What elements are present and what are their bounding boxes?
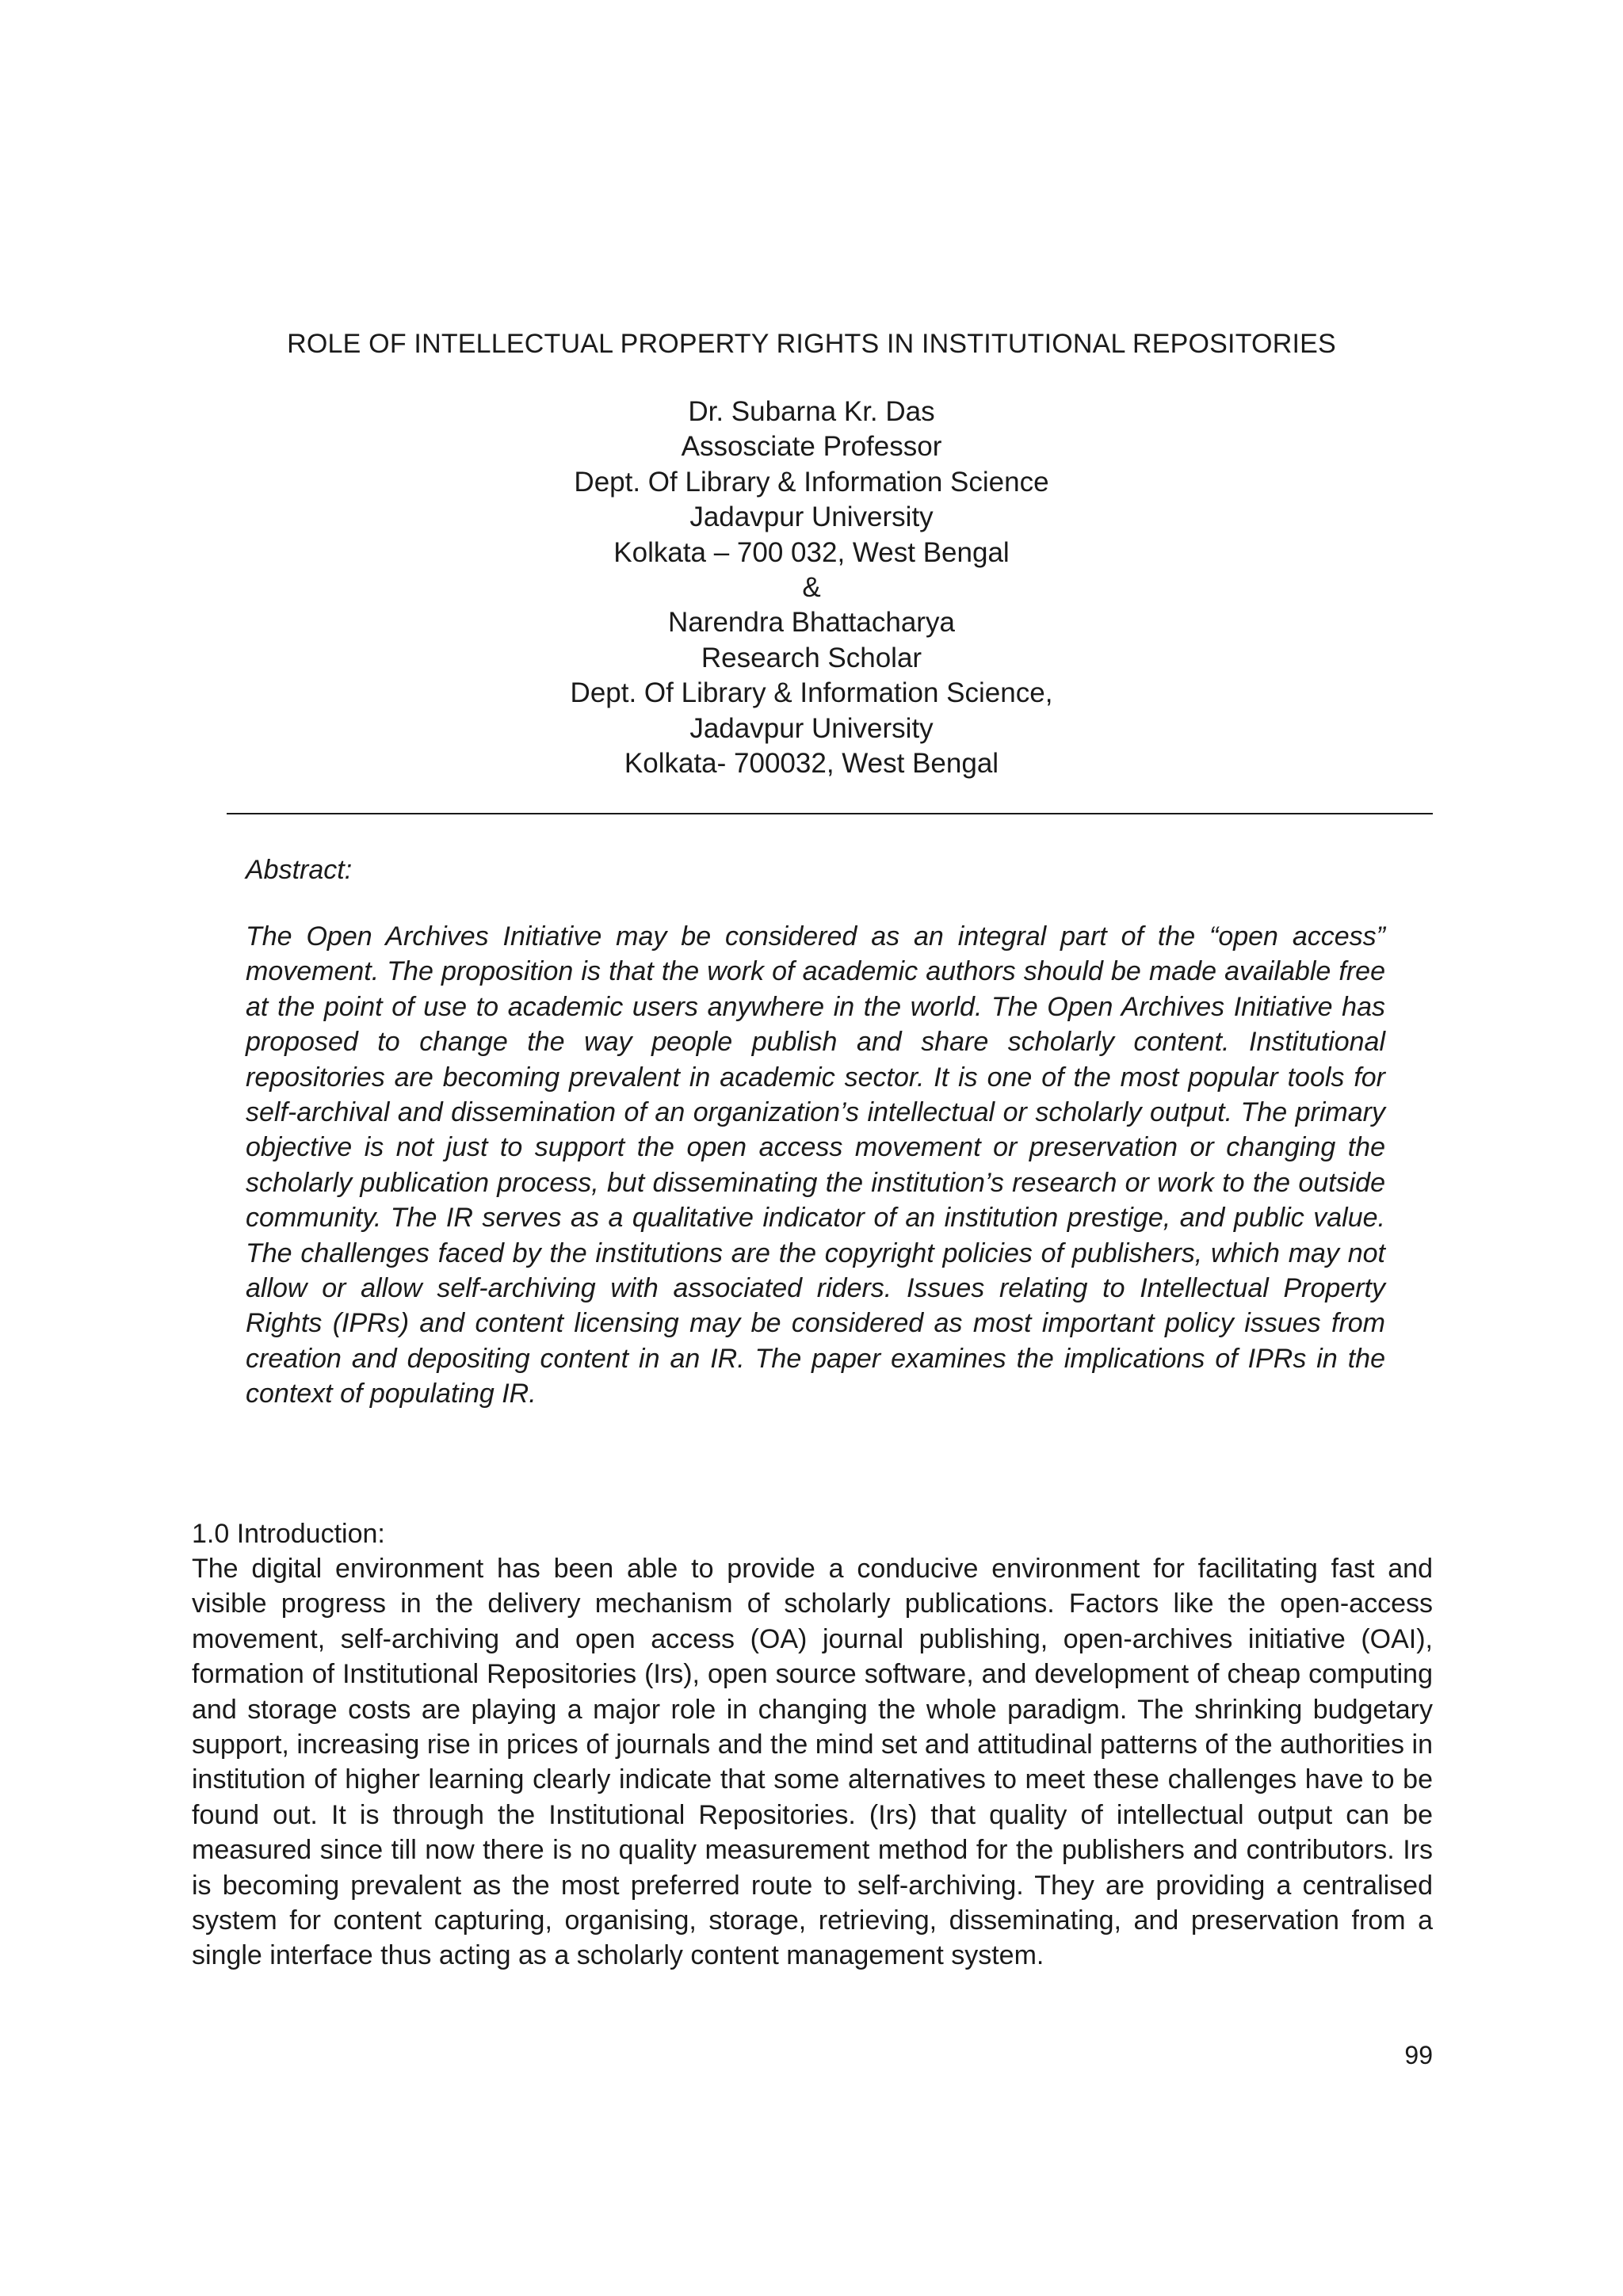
horizontal-divider bbox=[227, 813, 1433, 814]
author-block bbox=[190, 395, 1433, 781]
page-number: 99 bbox=[1404, 2041, 1433, 2069]
author-separator: & bbox=[802, 572, 821, 604]
introduction-text: The digital environment has been able to provide a conducive environment for facilitating fast and visible progress in the delivery mechanism of scholarly publications. Factors like the open-access movement, self-archiving and open access (OA) journal publishing, open-archives initiative (OAI), formation of Institutional Repositories (Irs), open source software, and development of cheap computing and storage costs are playing a major role in changing the whole paradigm. The shrinking budgetary support, increasing rise in prices of journals and the mind set and attitudinal patterns of the authorities in institution of higher learning clearly indicate that some alternatives to meet these challenges have to be found out. It is through the Institutional Repositories. (Irs) that quality of intellectual output can be measured since till now there is no quality measurement method for the publishers and contributors. Irs is becoming prevalent as the most preferred route to self-archiving. They are providing a centralised system for content capturing, organising, storage, retrieving, disseminating, and preservation from a single interface thus acting as a scholarly content management system. bbox=[192, 1554, 1433, 1971]
author2-position: Research Scholar bbox=[701, 642, 922, 673]
introduction-heading: 1.0 Introduction: bbox=[192, 1519, 385, 1549]
author2-name: Narendra Bhattacharya bbox=[668, 607, 955, 639]
author1-department: Dept. Of Library & Information Science bbox=[574, 466, 1049, 498]
author1-university: Jadavpur University bbox=[689, 502, 934, 533]
author1-position: Assosciate Professor bbox=[681, 431, 942, 463]
paper-title: ROLE OF INTELLECTUAL PROPERTY RIGHTS IN INSTITUTIONAL REPOSITORIES bbox=[287, 329, 1336, 359]
author2-university: Jadavpur University bbox=[689, 712, 934, 744]
abstract-heading: Abstract: bbox=[246, 855, 353, 885]
author2-department: Dept. Of Library & Information Science, bbox=[570, 677, 1053, 709]
author2-address: Kolkata- 700032, West Bengal bbox=[624, 748, 999, 780]
abstract-text: The Open Archives Initiative may be considered as an integral part of the “open access” movement. The proposition is that the work of academic authors should be made available free at the point of use to academic users anywhere in the world. The Open Archives Initiative has proposed to change the way people publish and share scholarly content. Institutional repositories are becoming prevalent in academic sector. It is one of the most popular tools for self-archival and dissemination of an organization’s intellectual or scholarly output. The primary objective is not just to support the open access movement or preservation or changing the scholarly publication process, but disseminating the institution’s research or work to the outside community. The IR serves as a qualitative indicator of an institution prestige, and public value. The challenges faced by the institutions are the copyright policies of publishers, which may not allow or allow self-archiving with associated riders. Issues relating to Intellectual Property Rights (IPRs) and content licensing may be considered as most important policy issues from creation and depositing content in an IR. The paper examines the implications of IPRs in the context of populating IR. bbox=[246, 921, 1385, 1409]
author1-address: Kolkata – 700 032, West Bengal bbox=[613, 536, 1010, 568]
author1-name: Dr. Subarna Kr. Das bbox=[688, 396, 935, 427]
